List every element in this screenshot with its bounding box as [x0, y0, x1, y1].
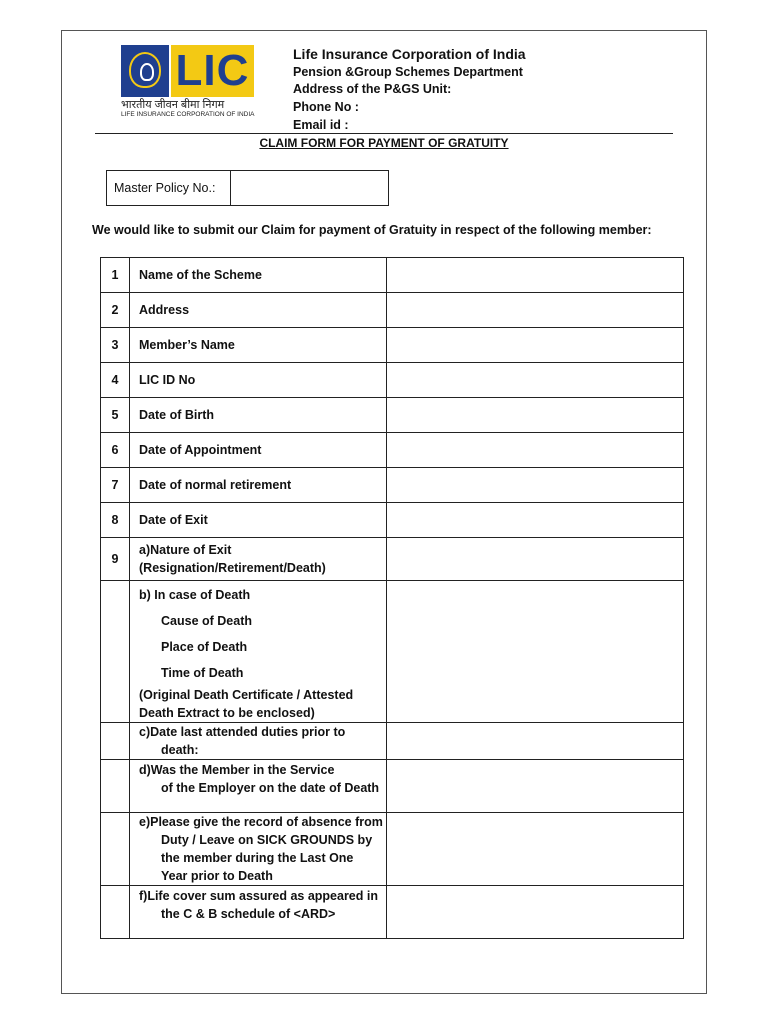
- master-policy-box: [106, 170, 389, 206]
- row-number: 5: [101, 398, 130, 433]
- table-row: [101, 328, 684, 363]
- row-label-in-service: [130, 760, 387, 813]
- row-number: 7: [101, 468, 130, 503]
- absence-label: e)Please give the record of absence from: [139, 815, 383, 829]
- table-row: [101, 503, 684, 538]
- row-value-field[interactable]: [387, 503, 684, 538]
- table-row-9f: [101, 886, 684, 939]
- row-label: Address: [130, 293, 387, 328]
- cause-of-death-label: Cause of Death: [161, 613, 252, 628]
- absence-label-4: Year prior to Death: [161, 869, 273, 883]
- row-label: Date of normal retirement: [130, 468, 387, 503]
- row-label: Date of Birth: [130, 398, 387, 433]
- last-duty-label: c)Date last attended duties prior to: [139, 725, 346, 739]
- table-row: [101, 258, 684, 293]
- life-cover-label-2: the C & B schedule of <ARD>: [161, 907, 336, 921]
- table-row: [101, 363, 684, 398]
- letterhead: [293, 46, 526, 135]
- row-number: 9: [101, 538, 130, 581]
- life-cover-field[interactable]: [387, 886, 684, 939]
- row-value-field[interactable]: [387, 328, 684, 363]
- place-of-death-label: Place of Death: [161, 639, 248, 654]
- absence-label-3: the member during the Last One: [161, 851, 354, 865]
- form-title: CLAIM FORM FOR PAYMENT OF GRATUITY: [259, 136, 509, 150]
- table-row-9d: [101, 760, 684, 813]
- in-service-label: d)Was the Member in the Service: [139, 763, 335, 777]
- row-label-absence-record: [130, 813, 387, 886]
- org-name: Life Insurance Corporation of India: [293, 46, 526, 62]
- lic-emblem-icon: [121, 45, 169, 97]
- nature-of-exit-options: (Resignation/Retirement/Death): [139, 561, 326, 575]
- table-row-9a: [101, 538, 684, 581]
- row-number: 1: [101, 258, 130, 293]
- table-row-9b: [101, 581, 684, 723]
- time-of-death-label: Time of Death: [161, 665, 244, 680]
- table-row: [101, 433, 684, 468]
- row-label: Date of Appointment: [130, 433, 387, 468]
- table-row: [101, 398, 684, 433]
- death-case-label: b) In case of Death: [139, 587, 251, 602]
- row-value-field[interactable]: [387, 363, 684, 398]
- last-duty-label-2: death:: [161, 743, 199, 757]
- row-value-field[interactable]: [387, 468, 684, 503]
- in-service-label-2: of the Employer on the date of Death: [161, 781, 380, 795]
- row-value-field[interactable]: [387, 293, 684, 328]
- table-row: [101, 293, 684, 328]
- unit-address: Address of the P&GS Unit:: [293, 82, 452, 97]
- absence-label-2: Duty / Leave on SICK GROUNDS by: [161, 833, 373, 847]
- table-row-9e: [101, 813, 684, 886]
- death-details-field[interactable]: [387, 581, 684, 723]
- header-rule: [95, 133, 673, 134]
- email-line: Email id :: [293, 117, 349, 132]
- row-label: Date of Exit: [130, 503, 387, 538]
- row-label-nature-of-exit: [130, 538, 387, 581]
- row-label: Member’s Name: [130, 328, 387, 363]
- logo-brand: LIC: [171, 45, 254, 97]
- certificate-note: (Original Death Certificate / Attested: [139, 687, 354, 702]
- department: Pension &Group Schemes Department: [293, 64, 523, 79]
- table-row-9c: [101, 723, 684, 760]
- in-service-field[interactable]: [387, 760, 684, 813]
- absence-record-field[interactable]: [387, 813, 684, 886]
- phone-line: Phone No :: [293, 100, 359, 115]
- row-label: LIC ID No: [130, 363, 387, 398]
- row-label-death: [130, 581, 387, 723]
- life-cover-label: f)Life cover sum assured as appeared in: [139, 889, 378, 903]
- certificate-note-2: Death Extract to be enclosed): [139, 705, 315, 720]
- lic-logo: [121, 45, 254, 121]
- last-duty-field[interactable]: [387, 723, 684, 760]
- row-value-field[interactable]: [387, 433, 684, 468]
- claim-table: [100, 257, 684, 939]
- nature-of-exit-field[interactable]: [387, 538, 684, 581]
- intro-text: We would like to submit our Claim for payment of Gratuity in respect of the following member:: [92, 223, 652, 237]
- logo-hindi-text: भारतीय जीवन बीमा निगम: [121, 99, 225, 111]
- nature-of-exit-label: a)Nature of Exit: [139, 543, 232, 557]
- row-number: 2: [101, 293, 130, 328]
- row-value-field[interactable]: [387, 398, 684, 433]
- row-label-life-cover: [130, 886, 387, 939]
- table-row: [101, 468, 684, 503]
- row-number: 3: [101, 328, 130, 363]
- row-label: Name of the Scheme: [130, 258, 387, 293]
- row-number: 8: [101, 503, 130, 538]
- row-label-last-duty: [130, 723, 387, 760]
- row-value-field[interactable]: [387, 258, 684, 293]
- logo-english-text: LIFE INSURANCE CORPORATION OF INDIA: [121, 111, 255, 118]
- master-policy-label: Master Policy No.:: [107, 171, 231, 205]
- row-number: 4: [101, 363, 130, 398]
- row-number: 6: [101, 433, 130, 468]
